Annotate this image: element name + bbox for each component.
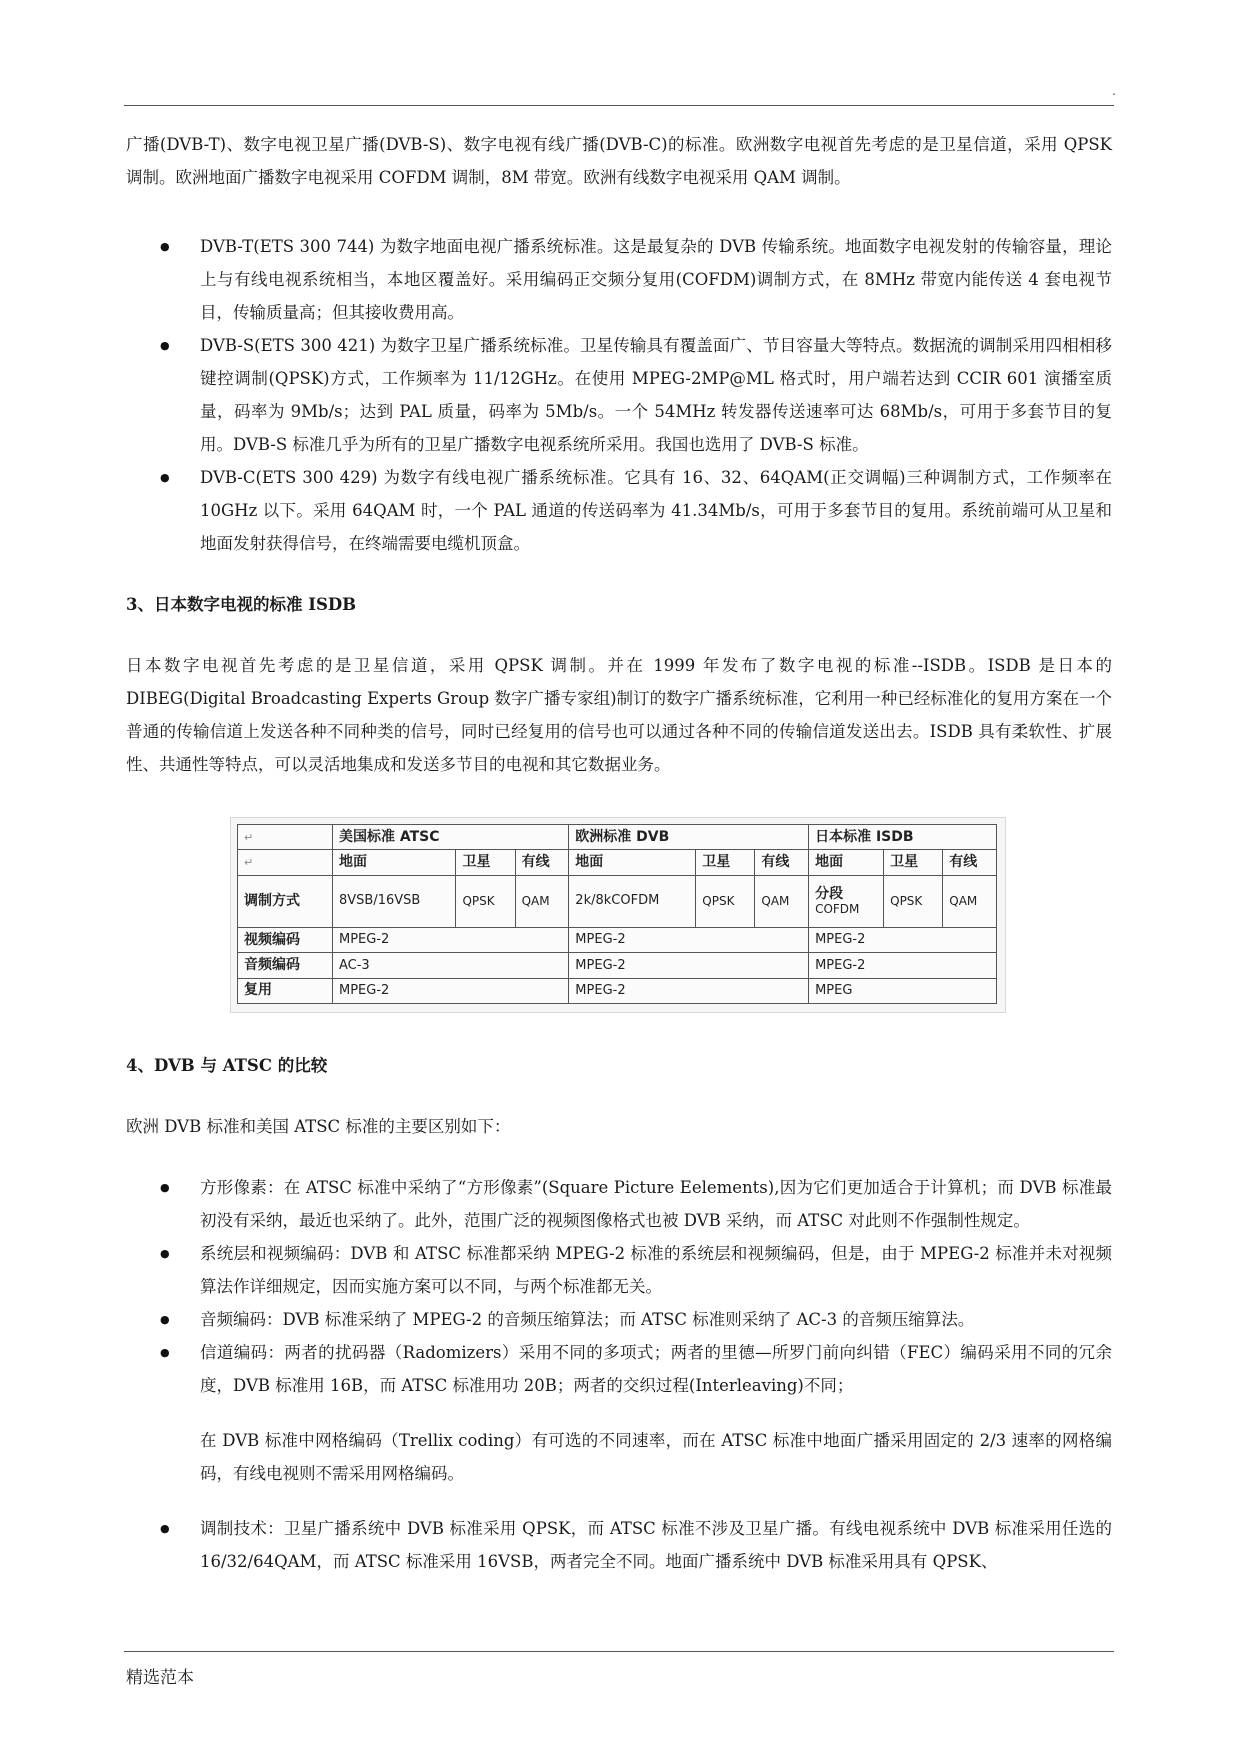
table-cell: QAM xyxy=(755,875,809,927)
page-corner-mark: . xyxy=(1112,84,1116,98)
subheader-cell: 有线 xyxy=(943,850,997,875)
table-cell: 2k/8kCOFDM xyxy=(569,875,696,927)
header-rule xyxy=(124,105,1114,106)
dvb-standards-list xyxy=(126,230,1112,560)
standards-comparison-table-image xyxy=(230,817,1006,1013)
subheader-cell: 地面 xyxy=(809,850,884,875)
document-body xyxy=(126,128,1112,1578)
comparison-list xyxy=(126,1171,1112,1402)
list-item-system-layer: ● 系统层和视频编码：DVB 和 ATSC 标准都采纳 MPEG-2 标准的系统层和视频编码，但是，由于 MPEG-2 标准并未对视频算法作详细规定，因而实施方案可以不同，与两个标准都无关。 xyxy=(126,1237,1112,1303)
table-row xyxy=(238,927,997,952)
cell-line: COFDM xyxy=(815,902,860,917)
table-cell: MPEG-2 xyxy=(569,927,809,952)
row-label-modulation: 调制方式 xyxy=(238,875,333,927)
footer-text: 精选范本 xyxy=(126,1668,194,1688)
section-3-heading: 3、日本数字电视的标准 ISDB xyxy=(126,595,357,614)
table-cell-empty: ↵ xyxy=(238,850,333,875)
table-row xyxy=(238,978,997,1003)
table-cell: MPEG xyxy=(809,978,997,1003)
table-cell: QAM xyxy=(515,875,569,927)
table-cell: AC-3 xyxy=(333,953,569,978)
table-cell: QPSK xyxy=(884,875,943,927)
row-label-audio: 音频编码 xyxy=(238,953,333,978)
table-cell: MPEG-2 xyxy=(569,978,809,1003)
intro-paragraph: 广播(DVB-T)、数字电视卫星广播(DVB-S)、数字电视有线广播(DVB-C)的标准。欧洲数字电视首先考虑的是卫星信道，采用 QPSK 调制。欧洲地面广播数字电视采用 COFDM 调制，8M 带宽。欧洲有线数字电视采用 QAM 调制。 xyxy=(126,135,1112,187)
cell-line: 分段 xyxy=(815,885,844,902)
table-cell: QPSK xyxy=(696,875,755,927)
subheader-cell: 地面 xyxy=(569,850,696,875)
table-cell: 8VSB/16VSB xyxy=(333,875,456,927)
group-header-dvb: 欧洲标准 DVB xyxy=(569,825,809,850)
comparison-list-continued xyxy=(126,1512,1112,1578)
table-cell: MPEG-2 xyxy=(809,953,997,978)
subheader-cell: 卫星 xyxy=(696,850,755,875)
standards-comparison-table xyxy=(237,824,997,1004)
table-cell: MPEG-2 xyxy=(333,927,569,952)
list-item-dvb-t: ● DVB-T(ETS 300 744) 为数字地面电视广播系统标准。这是最复杂的 DVB 传输系统。地面数字电视发射的传输容量，理论上与有线电视系统相当，本地区覆盖好。采用编码正交频分复用(COFDM)调制方式，在 8MHz 带宽内能传送 4 套电视节目，传输质量高；但其接收费用高。 xyxy=(126,230,1112,329)
subheader-cell: 有线 xyxy=(515,850,569,875)
row-label-mux: 复用 xyxy=(238,978,333,1003)
list-item-square-pixel: ● 方形像素：在 ATSC 标准中采纳了“方形像素”(Square Picture Eelements),因为它们更加适合于计算机；而 DVB 标准最初没有采纳，最近也采纳了。此外，范围广泛的视频图像格式也被 DVB 采纳，而 ATSC 对此则不作强制性规定。 xyxy=(126,1171,1112,1237)
table-cell: MPEG-2 xyxy=(333,978,569,1003)
group-header-atsc: 美国标准 ATSC xyxy=(333,825,569,850)
section-4-lead: 欧洲 DVB 标准和美国 ATSC 标准的主要区别如下： xyxy=(126,1117,511,1136)
table-cell: MPEG-2 xyxy=(809,927,997,952)
list-item-modulation: ● 调制技术：卫星广播系统中 DVB 标准采用 QPSK，而 ATSC 标准不涉及卫星广播。有线电视系统中 DVB 标准采用任选的 16/32/64QAM，而 ATSC 标准采用 16VSB，两者完全不同。地面广播系统中 DVB 标准采用具有 QPSK、 xyxy=(126,1512,1112,1578)
table-cell-empty: ↵ xyxy=(238,825,333,850)
section-3-paragraph: 日本数字电视首先考虑的是卫星信道，采用 QPSK 调制。并在 1999 年发布了数字电视的标准--ISDB。ISDB 是日本的 DIBEG(Digital Broadcasting Experts Group 数字广播专家组)制订的数字广播系统标准，它利用一种已经标准化的复用方案在一个普通的传输信道上发送各种不同种类的信号，同时已经复用的信号也可以通过各种不同的传输信道发送出去。ISDB 具有柔软性、扩展性、共通性等特点，可以灵活地集成和发送多节目的电视和其它数据业务。 xyxy=(126,656,1112,774)
section-4-heading: 4、DVB 与 ATSC 的比较 xyxy=(126,1056,328,1075)
subheader-cell: 卫星 xyxy=(884,850,943,875)
table-cell: QAM xyxy=(943,875,997,927)
table-cell: QPSK xyxy=(456,875,515,927)
table-cell-segmented-cofdm xyxy=(809,875,884,927)
list-item-audio-coding: ● 音频编码：DVB 标准采纳了 MPEG-2 的音频压缩算法；而 ATSC 标准则采纳了 AC-3 的音频压缩算法。 xyxy=(126,1303,1112,1336)
list-item-dvb-s: ● DVB-S(ETS 300 421) 为数字卫星广播系统标准。卫星传输具有覆盖面广、节目容量大等特点。数据流的调制采用四相相移键控调制(QPSK)方式，工作频率为 11/12GHz。在使用 MPEG-2MP@ML 格式时，用户端若达到 CCIR 601 演播室质量，码率为 9Mb/s；达到 PAL 质量，码率为 5Mb/s。一个 54MHz 转发器传送速率可达 68Mb/s，可用于多套节目的复用。DVB-S 标准几乎为所有的卫星广播数字电视系统所采用。我国也选用了 DVB-S 标准。 xyxy=(126,329,1112,461)
table-row xyxy=(238,825,997,850)
table-row xyxy=(238,850,997,875)
table-row xyxy=(238,875,997,927)
table-cell: MPEG-2 xyxy=(569,953,809,978)
footer-rule xyxy=(124,1651,1114,1652)
subheader-cell: 地面 xyxy=(333,850,456,875)
group-header-isdb: 日本标准 ISDB xyxy=(809,825,997,850)
subheader-cell: 卫星 xyxy=(456,850,515,875)
trellis-coding-paragraph: 在 DVB 标准中网格编码（Trellix coding）有可选的不同速率，而在 ATSC 标准中地面广播采用固定的 2/3 速率的网格编码，有线电视则不需采用网格编码。 xyxy=(200,1431,1112,1483)
list-item-channel-coding: ● 信道编码：两者的扰码器（Radomizers）采用不同的多项式；两者的里德—所罗门前向纠错（FEC）编码采用不同的冗余度，DVB 标准用 16B，而 ATSC 标准用功 20B；两者的交织过程(Interleaving)不同； xyxy=(126,1336,1112,1402)
list-item-dvb-c: ● DVB-C(ETS 300 429) 为数字有线电视广播系统标准。它具有 16、32、64QAM(正交调幅)三种调制方式，工作频率在 10GHz 以下。采用 64QAM 时，一个 PAL 通道的传送码率为 41.34Mb/s，可用于多套节目的复用。系统前端可从卫星和地面发射获得信号，在终端需要电缆机顶盒。 xyxy=(126,461,1112,560)
subheader-cell: 有线 xyxy=(755,850,809,875)
table-row xyxy=(238,953,997,978)
row-label-video: 视频编码 xyxy=(238,927,333,952)
